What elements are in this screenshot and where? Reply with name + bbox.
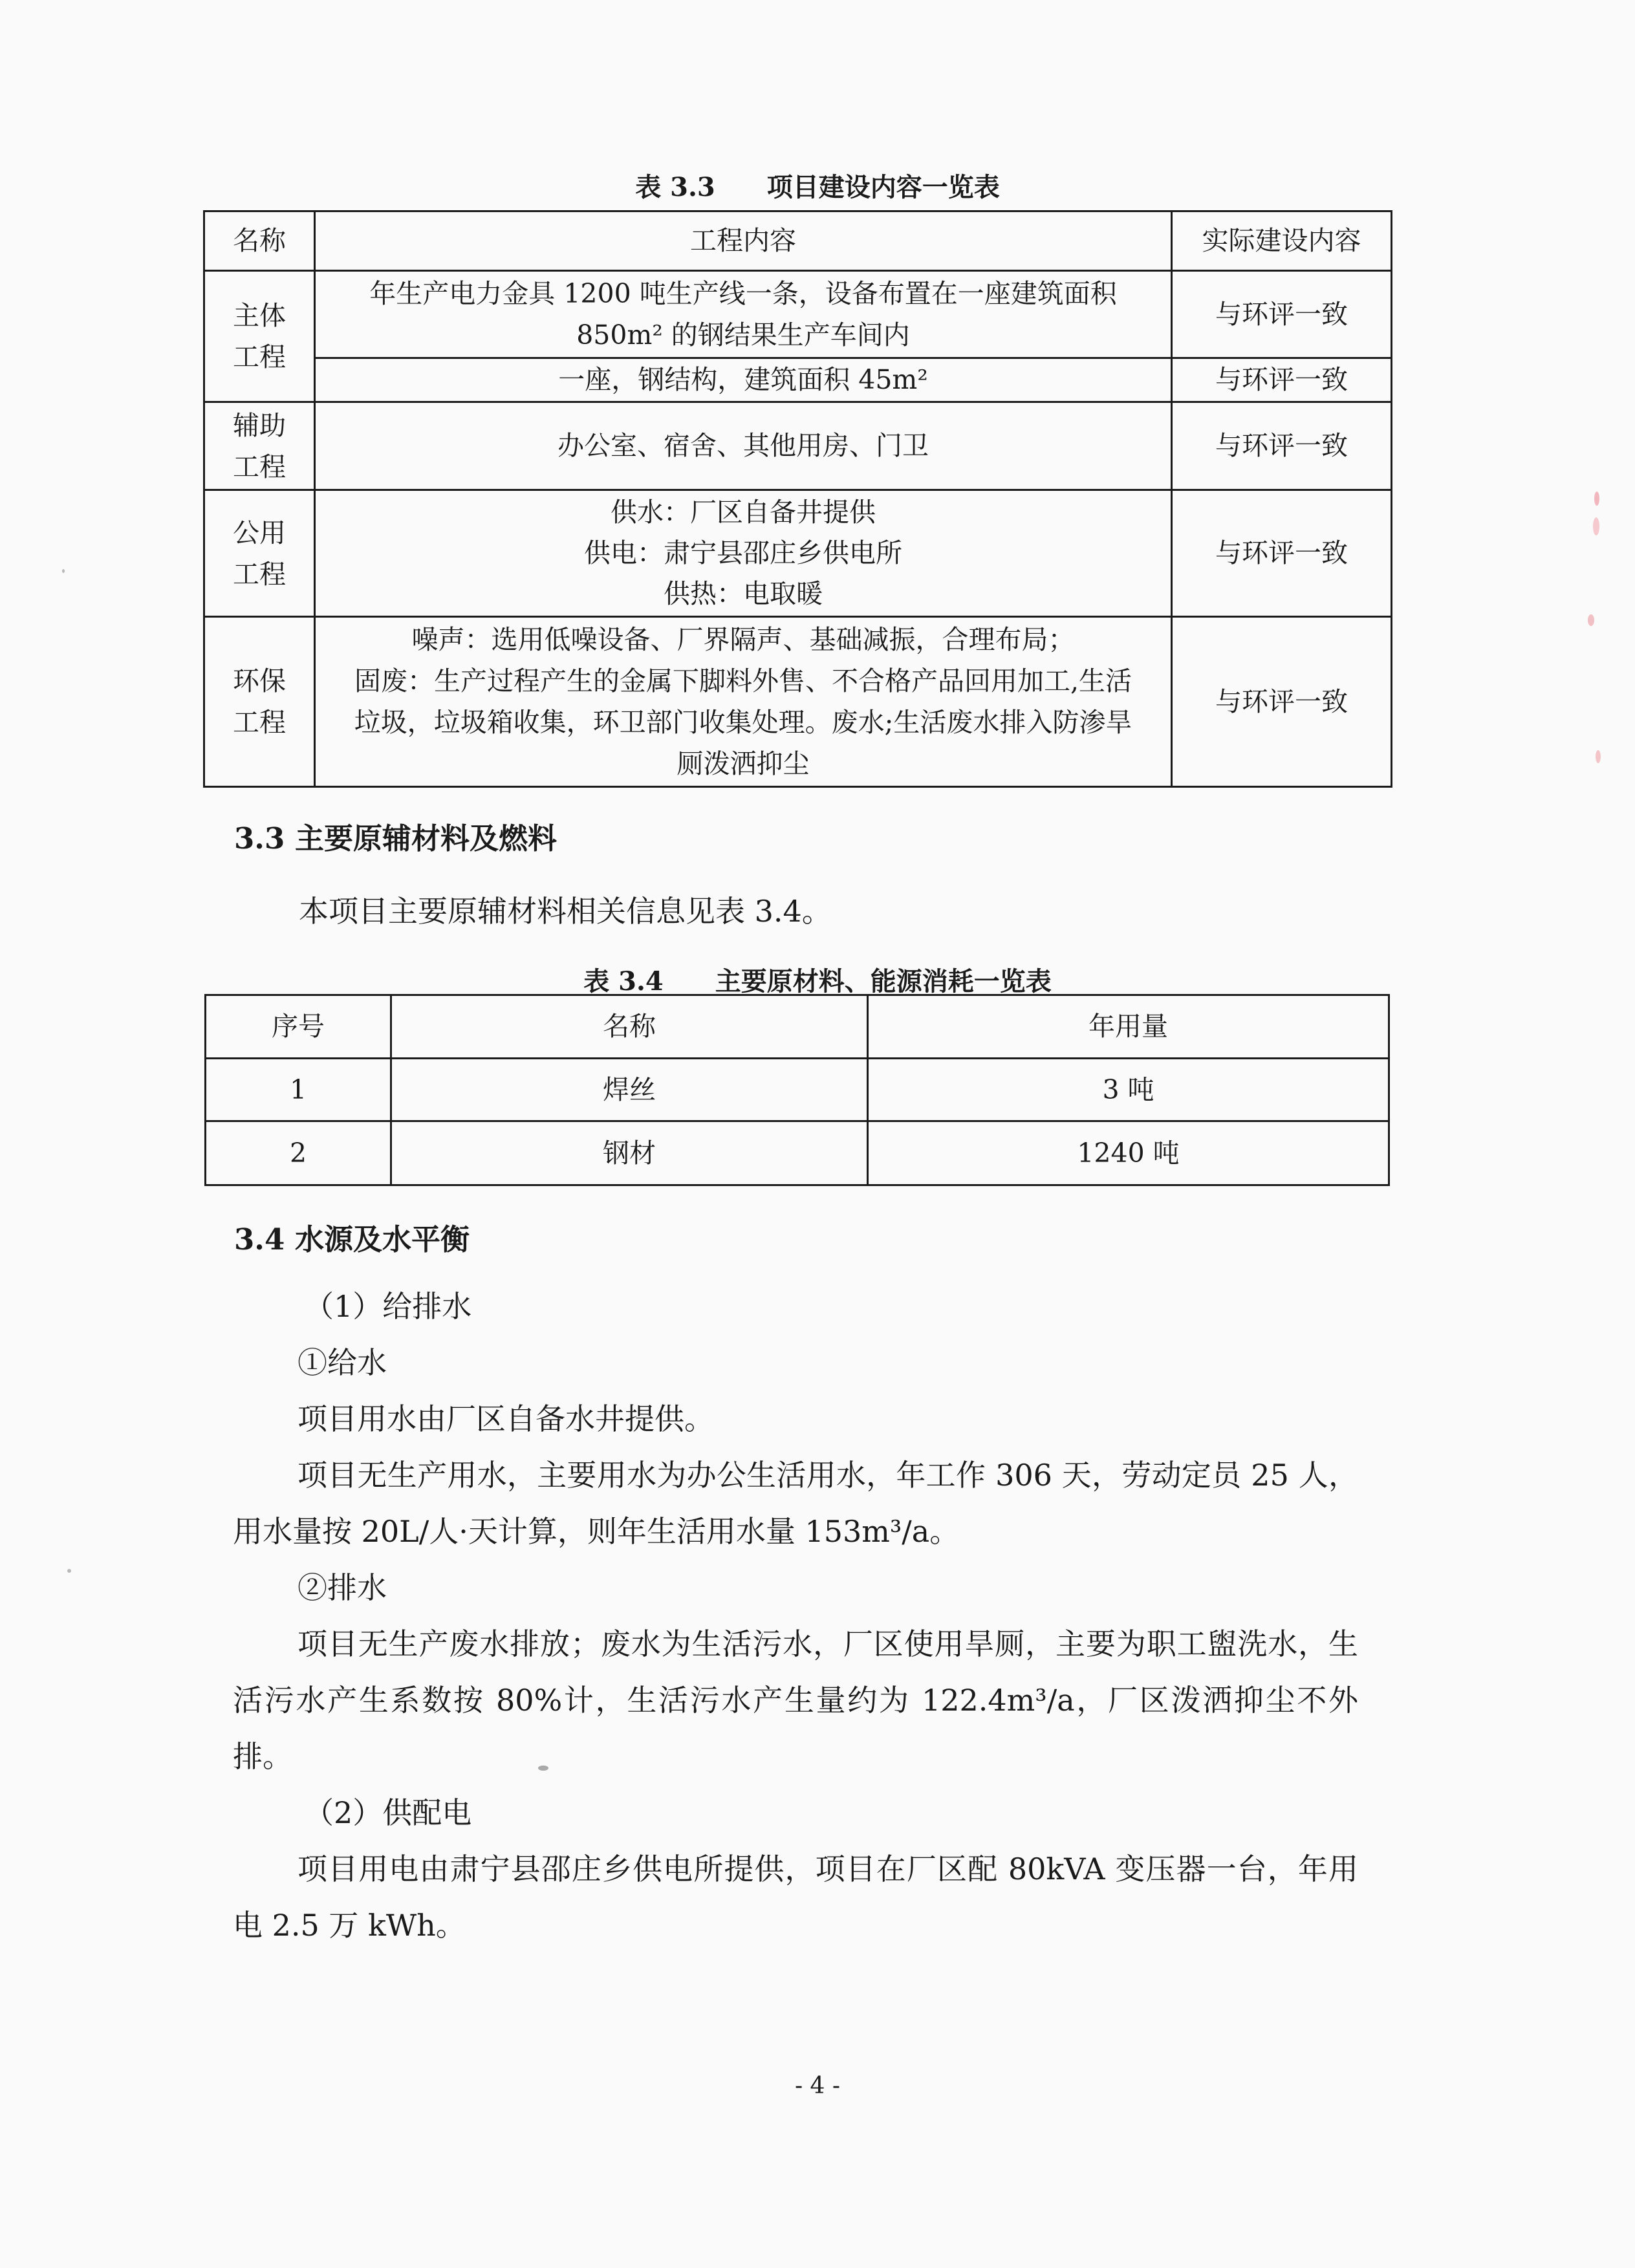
drainage-text: 项目无生产废水排放；废水为生活污水，厂区使用旱厕，主要为职工盥洗水，生活污水产生系数按 80%计，生活污水产生量约为 122.4m³/a，厂区泼洒抑尘不外排。 — [233, 1626, 1358, 1774]
header-cell: 名称 — [391, 995, 868, 1059]
table-row — [204, 490, 1392, 617]
header-cell: 序号 — [206, 995, 391, 1059]
row-actual-cell: 与环评一致 — [1172, 402, 1392, 490]
section-3-3-heading: 3.3 主要原辅材料及燃料 — [234, 821, 557, 856]
table-row — [204, 617, 1392, 787]
table-3-4-caption: 表 3.4 主要原材料、能源消耗一览表 — [583, 966, 1052, 997]
row-name-cell: 焊丝 — [391, 1059, 868, 1121]
header-cell: 工程内容 — [315, 211, 1172, 271]
scan-mark — [1588, 614, 1594, 626]
row-content-cell: 办公室、宿舍、其他用房、门卫 — [315, 402, 1172, 490]
table-row — [204, 271, 1392, 358]
row-content-cell — [315, 490, 1172, 617]
row-actual-cell: 与环评一致 — [1172, 271, 1392, 358]
row-name-text: 辅助工程 — [233, 409, 286, 482]
row-name-text: 主体工程 — [233, 300, 286, 373]
header-cell: 年用量 — [868, 995, 1389, 1059]
scan-mark — [1596, 750, 1601, 763]
scan-mark — [538, 1766, 548, 1771]
scan-mark — [62, 569, 65, 573]
row-name-cell — [204, 402, 315, 490]
table-row — [204, 358, 1392, 402]
water-supply-text: 项目用水由厂区自备水井提供。 — [298, 1401, 714, 1436]
drainage-label: ②排水 — [298, 1570, 387, 1605]
content-line: 垃圾，垃圾箱收集，环卫部门收集处理。废水;生活废水排入防渗旱 — [354, 707, 1132, 738]
row-name-cell — [204, 490, 315, 617]
row-name-text: 环保工程 — [233, 665, 286, 738]
row-amount-cell: 1240 吨 — [868, 1121, 1389, 1185]
row-actual-cell: 与环评一致 — [1172, 358, 1392, 402]
table-3-4 — [204, 994, 1390, 1186]
water-use-text: 项目无生产用水，主要用水为办公生活用水，年工作 306 天，劳动定员 25 人，用水量按 20L/人·天计算，则年生活用水量 153m³/a。 — [233, 1458, 1358, 1549]
water-supply-label: ①给水 — [298, 1345, 387, 1380]
table-3-3-caption: 表 3.3 项目建设内容一览表 — [635, 172, 1000, 202]
scan-mark — [67, 1569, 71, 1573]
section-3-4-heading: 3.4 水源及水平衡 — [234, 1222, 470, 1257]
row-content-cell — [315, 617, 1172, 787]
table-row — [206, 1121, 1389, 1185]
row-no-cell: 2 — [206, 1121, 391, 1185]
table-row — [206, 1059, 1389, 1121]
row-no-cell: 1 — [206, 1059, 391, 1121]
row-content-text: 年生产电力金具 1200 吨生产线一条，设备布置在一座建筑面积 850m² 的钢结果生产车间内 — [369, 278, 1117, 351]
content-line: 供电：肃宁县邵庄乡供电所 — [584, 537, 902, 568]
header-cell: 实际建设内容 — [1172, 211, 1392, 271]
content-line: 噪声：选用低噪设备、厂界隔声、基础减振，合理布局； — [411, 624, 1075, 655]
row-name-cell — [204, 617, 315, 787]
row-actual-cell: 与环评一致 — [1172, 490, 1392, 617]
table-row — [204, 402, 1392, 490]
table-header-row — [204, 211, 1392, 271]
row-amount-cell: 3 吨 — [868, 1059, 1389, 1121]
power-text: 项目用电由肃宁县邵庄乡供电所提供，项目在厂区配 80kVA 变压器一台，年用电 2.5 万 kWh。 — [233, 1852, 1358, 1943]
scan-mark — [1594, 491, 1599, 506]
table-header-row — [206, 995, 1389, 1059]
content-line: 厕泼洒抑尘 — [677, 748, 810, 779]
row-name-text: 公用工程 — [233, 517, 286, 590]
scan-mark — [1593, 517, 1599, 535]
page-number: - 4 - — [794, 2073, 841, 2099]
row-actual-cell: 与环评一致 — [1172, 617, 1392, 787]
content-line: 固废：生产过程产生的金属下脚料外售、不合格产品回用加工,生活 — [354, 665, 1132, 697]
header-cell: 名称 — [204, 211, 315, 271]
content-line: 供热：电取暖 — [664, 578, 823, 609]
row-content-cell — [315, 271, 1172, 358]
content-line: 供水：厂区自备井提供 — [611, 497, 876, 528]
subheading-water: （1）给排水 — [304, 1289, 472, 1324]
section-3-3-intro: 本项目主要原辅材料相关信息见表 3.4。 — [299, 894, 832, 929]
row-name-cell: 钢材 — [391, 1121, 868, 1185]
row-name-cell — [204, 271, 315, 402]
table-3-3 — [203, 210, 1392, 788]
subheading-power: （2）供配电 — [304, 1795, 472, 1830]
row-content-cell: 一座，钢结构，建筑面积 45m² — [315, 358, 1172, 402]
